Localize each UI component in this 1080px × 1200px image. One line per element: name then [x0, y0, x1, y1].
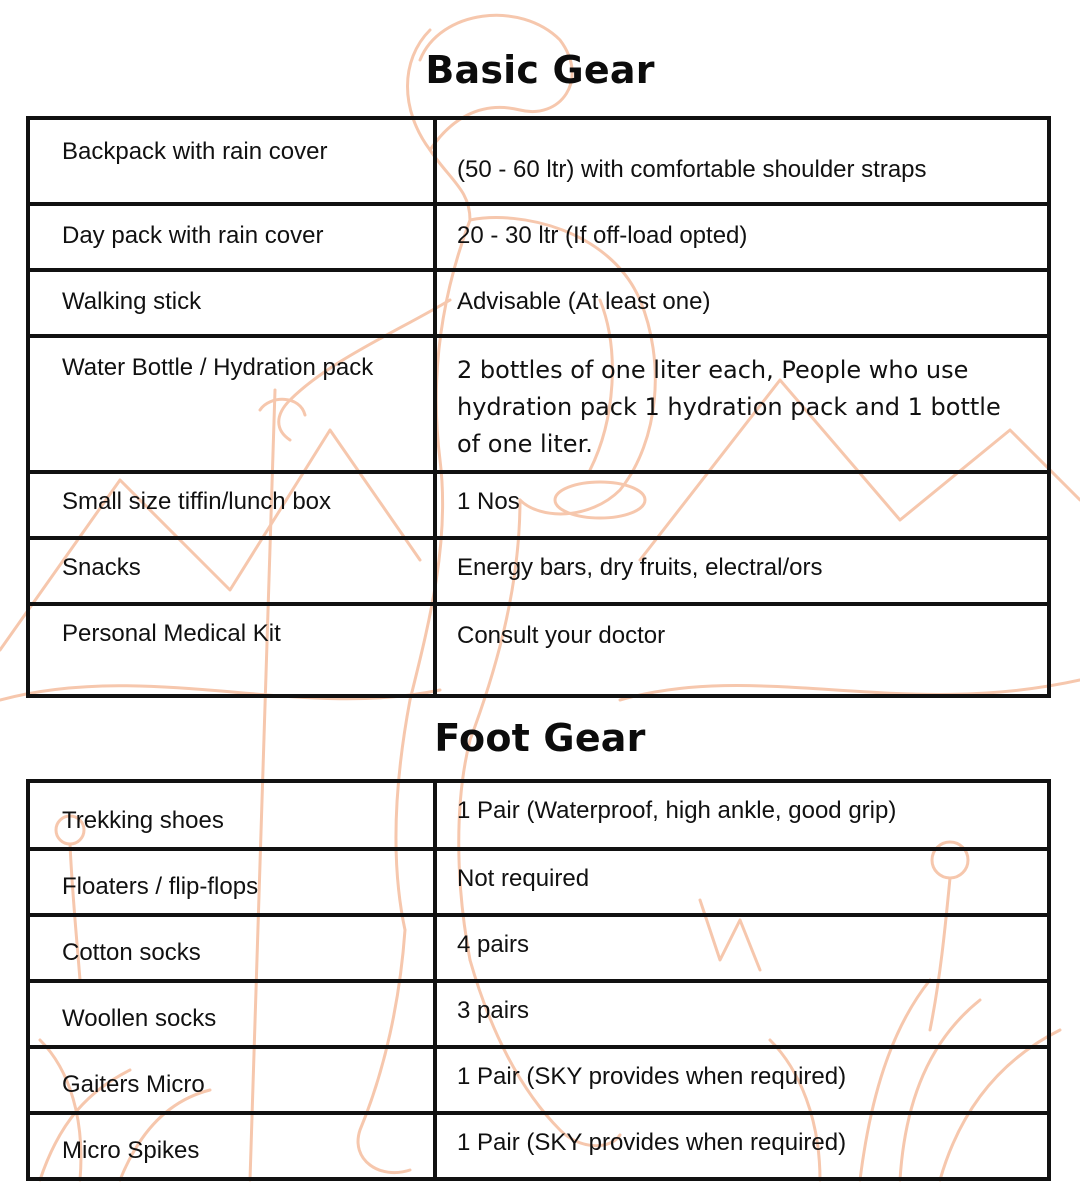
spec-cell	[435, 336, 1049, 472]
spec-cell: 1 Pair (SKY provides when required)	[435, 1113, 1049, 1179]
spec-cell: 1 Nos	[435, 472, 1049, 538]
item-cell: Floaters / flip-flops	[28, 849, 435, 915]
item-cell: Backpack with rain cover	[28, 118, 435, 204]
item-cell: Micro Spikes	[28, 1113, 435, 1179]
item-cell: Small size tiffin/lunch box	[28, 472, 435, 538]
table-row	[28, 204, 1049, 270]
spec-cell: (50 - 60 ltr) with comfortable shoulder straps	[435, 118, 1049, 204]
spec-cell: 20 - 30 ltr (If off-load opted)	[435, 204, 1049, 270]
table-row	[28, 849, 1049, 915]
item-cell: Personal Medical Kit	[28, 604, 435, 696]
spec-cell: 4 pairs	[435, 915, 1049, 981]
item-cell: Gaiters Micro	[28, 1047, 435, 1113]
item-cell: Snacks	[28, 538, 435, 604]
spec-cell: Energy bars, dry fruits, electral/ors	[435, 538, 1049, 604]
item-cell: Cotton socks	[28, 915, 435, 981]
item-cell: Day pack with rain cover	[28, 204, 435, 270]
spec-cell: Not required	[435, 849, 1049, 915]
item-cell: Trekking shoes	[28, 781, 435, 849]
table-row	[28, 336, 1049, 472]
item-cell: Woollen socks	[28, 981, 435, 1047]
basic-gear-title: Basic Gear	[425, 48, 655, 92]
table-row	[28, 915, 1049, 981]
spec-text: 2 bottles of one liter each, People who use hydration pack 1 hydration pack and 1 bottle of one liter.	[457, 356, 1001, 458]
table-row	[28, 1113, 1049, 1179]
item-cell: Water Bottle / Hydration pack	[28, 336, 435, 472]
table-row	[28, 270, 1049, 336]
spec-cell: 3 pairs	[435, 981, 1049, 1047]
table-row	[28, 472, 1049, 538]
spec-cell: 1 Pair (Waterproof, high ankle, good grip)	[435, 781, 1049, 849]
spec-cell: 1 Pair (SKY provides when required)	[435, 1047, 1049, 1113]
table-row	[28, 604, 1049, 696]
table-row	[28, 981, 1049, 1047]
table-row	[28, 538, 1049, 604]
spec-cell: Consult your doctor	[435, 604, 1049, 696]
item-cell: Walking stick	[28, 270, 435, 336]
table-row	[28, 118, 1049, 204]
basic-gear-table	[26, 116, 1051, 698]
table-row	[28, 781, 1049, 849]
spec-cell: Advisable (At least one)	[435, 270, 1049, 336]
foot-gear-title: Foot Gear	[434, 716, 646, 760]
foot-gear-table	[26, 779, 1051, 1181]
table-row	[28, 1047, 1049, 1113]
